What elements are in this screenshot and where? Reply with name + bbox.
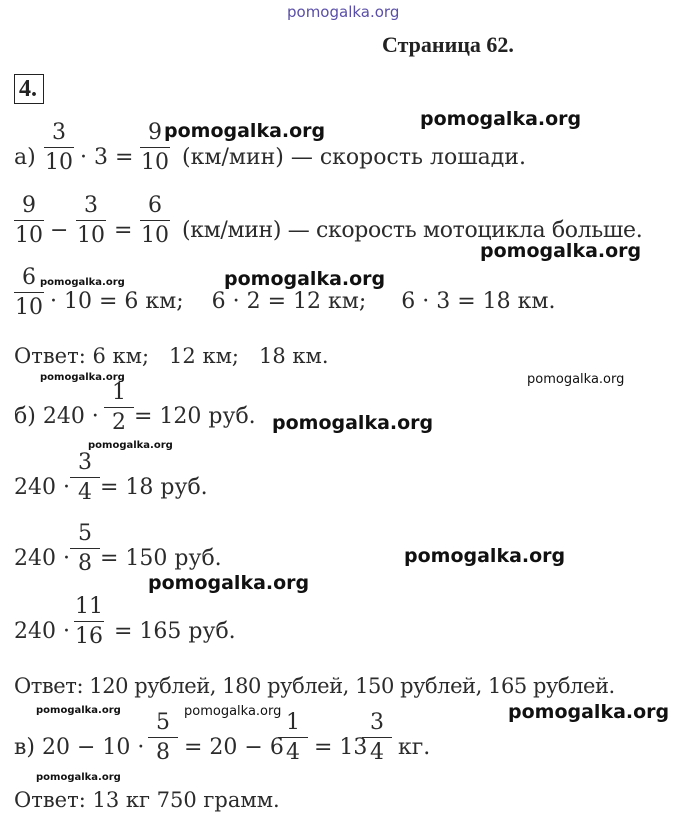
- equation-text: кг.: [398, 735, 431, 760]
- equation-text: в) 20 − 10 ·: [14, 735, 145, 760]
- watermark: pomogalka.org: [527, 372, 625, 387]
- fraction: [278, 711, 308, 765]
- equation-text: (км/мин) — скорость мотоцикла больше.: [182, 218, 643, 243]
- fraction: [76, 194, 106, 248]
- watermark: pomogalka.org: [164, 120, 326, 142]
- watermark: pomogalka.org: [148, 572, 310, 594]
- fraction: [70, 522, 100, 576]
- denominator: 10: [77, 223, 105, 248]
- denominator: 4: [370, 740, 384, 765]
- numerator: 5: [78, 521, 92, 546]
- denominator: 10: [141, 150, 169, 175]
- watermark: pomogalka.org: [480, 240, 642, 262]
- denominator: 16: [75, 624, 103, 649]
- equation-text: (км/мин) — скорость лошади.: [182, 145, 526, 170]
- fraction-bar: [44, 147, 74, 148]
- watermark: pomogalka.org: [36, 705, 121, 716]
- numerator: 3: [78, 450, 92, 475]
- part-a-label: а): [14, 145, 36, 170]
- task-number: 4.: [14, 74, 44, 104]
- fraction: [104, 381, 134, 435]
- denominator: 4: [286, 740, 300, 765]
- watermark: pomogalka.org: [420, 108, 582, 130]
- equation-text: · 3 =: [80, 145, 134, 170]
- numerator: 9: [148, 120, 162, 145]
- equation-text: 240 ·: [14, 619, 70, 644]
- fraction-bar: [14, 292, 44, 293]
- fraction-bar: [70, 548, 100, 549]
- equation-text: = 20 − 6: [184, 735, 284, 760]
- denominator: 10: [141, 223, 169, 248]
- fraction: [44, 121, 74, 175]
- answer-c: Ответ: 13 кг 750 грамм.: [14, 788, 280, 812]
- equation-text: = 165 руб.: [114, 619, 236, 644]
- fraction-bar: [148, 737, 178, 738]
- numerator: 11: [75, 594, 103, 619]
- numerator: 9: [22, 193, 36, 218]
- equation-text: б) 240 ·: [14, 404, 99, 429]
- fraction-bar: [140, 220, 170, 221]
- denominator: 8: [156, 740, 170, 765]
- denominator: 2: [112, 410, 126, 435]
- fraction: [14, 266, 44, 320]
- equation-text: 240 ·: [14, 475, 70, 500]
- equation-text: = 120 руб.: [134, 404, 256, 429]
- fraction-bar: [104, 407, 134, 408]
- denominator: 10: [15, 223, 43, 248]
- watermark: pomogalka.org: [36, 772, 121, 783]
- fraction: [14, 194, 44, 248]
- page-title: Страница 62.: [382, 32, 514, 57]
- fraction-bar: [74, 621, 104, 622]
- numerator: 6: [148, 193, 162, 218]
- watermark: pomogalka.org: [272, 412, 434, 434]
- watermark-top[interactable]: pomogalka.org: [287, 3, 400, 21]
- watermark: pomogalka.org: [40, 277, 125, 288]
- watermark: pomogalka.org: [88, 440, 173, 451]
- denominator: 8: [78, 551, 92, 576]
- numerator: 1: [112, 380, 126, 405]
- equation-text: 240 ·: [14, 546, 70, 571]
- answer-b: Ответ: 120 рублей, 180 рублей, 150 рублей, 165 рублей.: [14, 674, 615, 698]
- fraction: [140, 194, 170, 248]
- watermark: pomogalka.org: [224, 268, 386, 290]
- watermark: pomogalka.org: [40, 372, 125, 383]
- fraction: [362, 711, 392, 765]
- answer-a: Ответ: 6 км; 12 км; 18 км.: [14, 344, 329, 368]
- equation-text: = 150 руб.: [100, 546, 222, 571]
- fraction: [70, 451, 100, 505]
- fraction-bar: [140, 147, 170, 148]
- fraction-bar: [76, 220, 106, 221]
- watermark: pomogalka.org: [404, 545, 566, 567]
- numerator: 1: [286, 710, 300, 735]
- denominator: 10: [45, 150, 73, 175]
- equation-text: = 13: [314, 735, 368, 760]
- equation-text: = 18 руб.: [100, 475, 208, 500]
- numerator: 6: [22, 265, 36, 290]
- denominator: 4: [78, 480, 92, 505]
- watermark: pomogalka.org: [184, 704, 282, 719]
- equation-text: · 10 = 6 км; 6 · 2 = 12 км; 6 · 3 = 18 км.: [50, 289, 556, 314]
- equals-sign: =: [114, 218, 133, 243]
- fraction: [74, 595, 104, 649]
- numerator: 3: [370, 710, 384, 735]
- minus-sign: −: [50, 218, 69, 243]
- denominator: 10: [15, 295, 43, 320]
- fraction: [148, 711, 178, 765]
- numerator: 5: [156, 710, 170, 735]
- numerator: 3: [52, 120, 66, 145]
- numerator: 3: [84, 193, 98, 218]
- fraction-bar: [278, 737, 308, 738]
- watermark: pomogalka.org: [508, 701, 670, 723]
- fraction-bar: [362, 737, 392, 738]
- fraction-bar: [14, 220, 44, 221]
- fraction-bar: [70, 477, 100, 478]
